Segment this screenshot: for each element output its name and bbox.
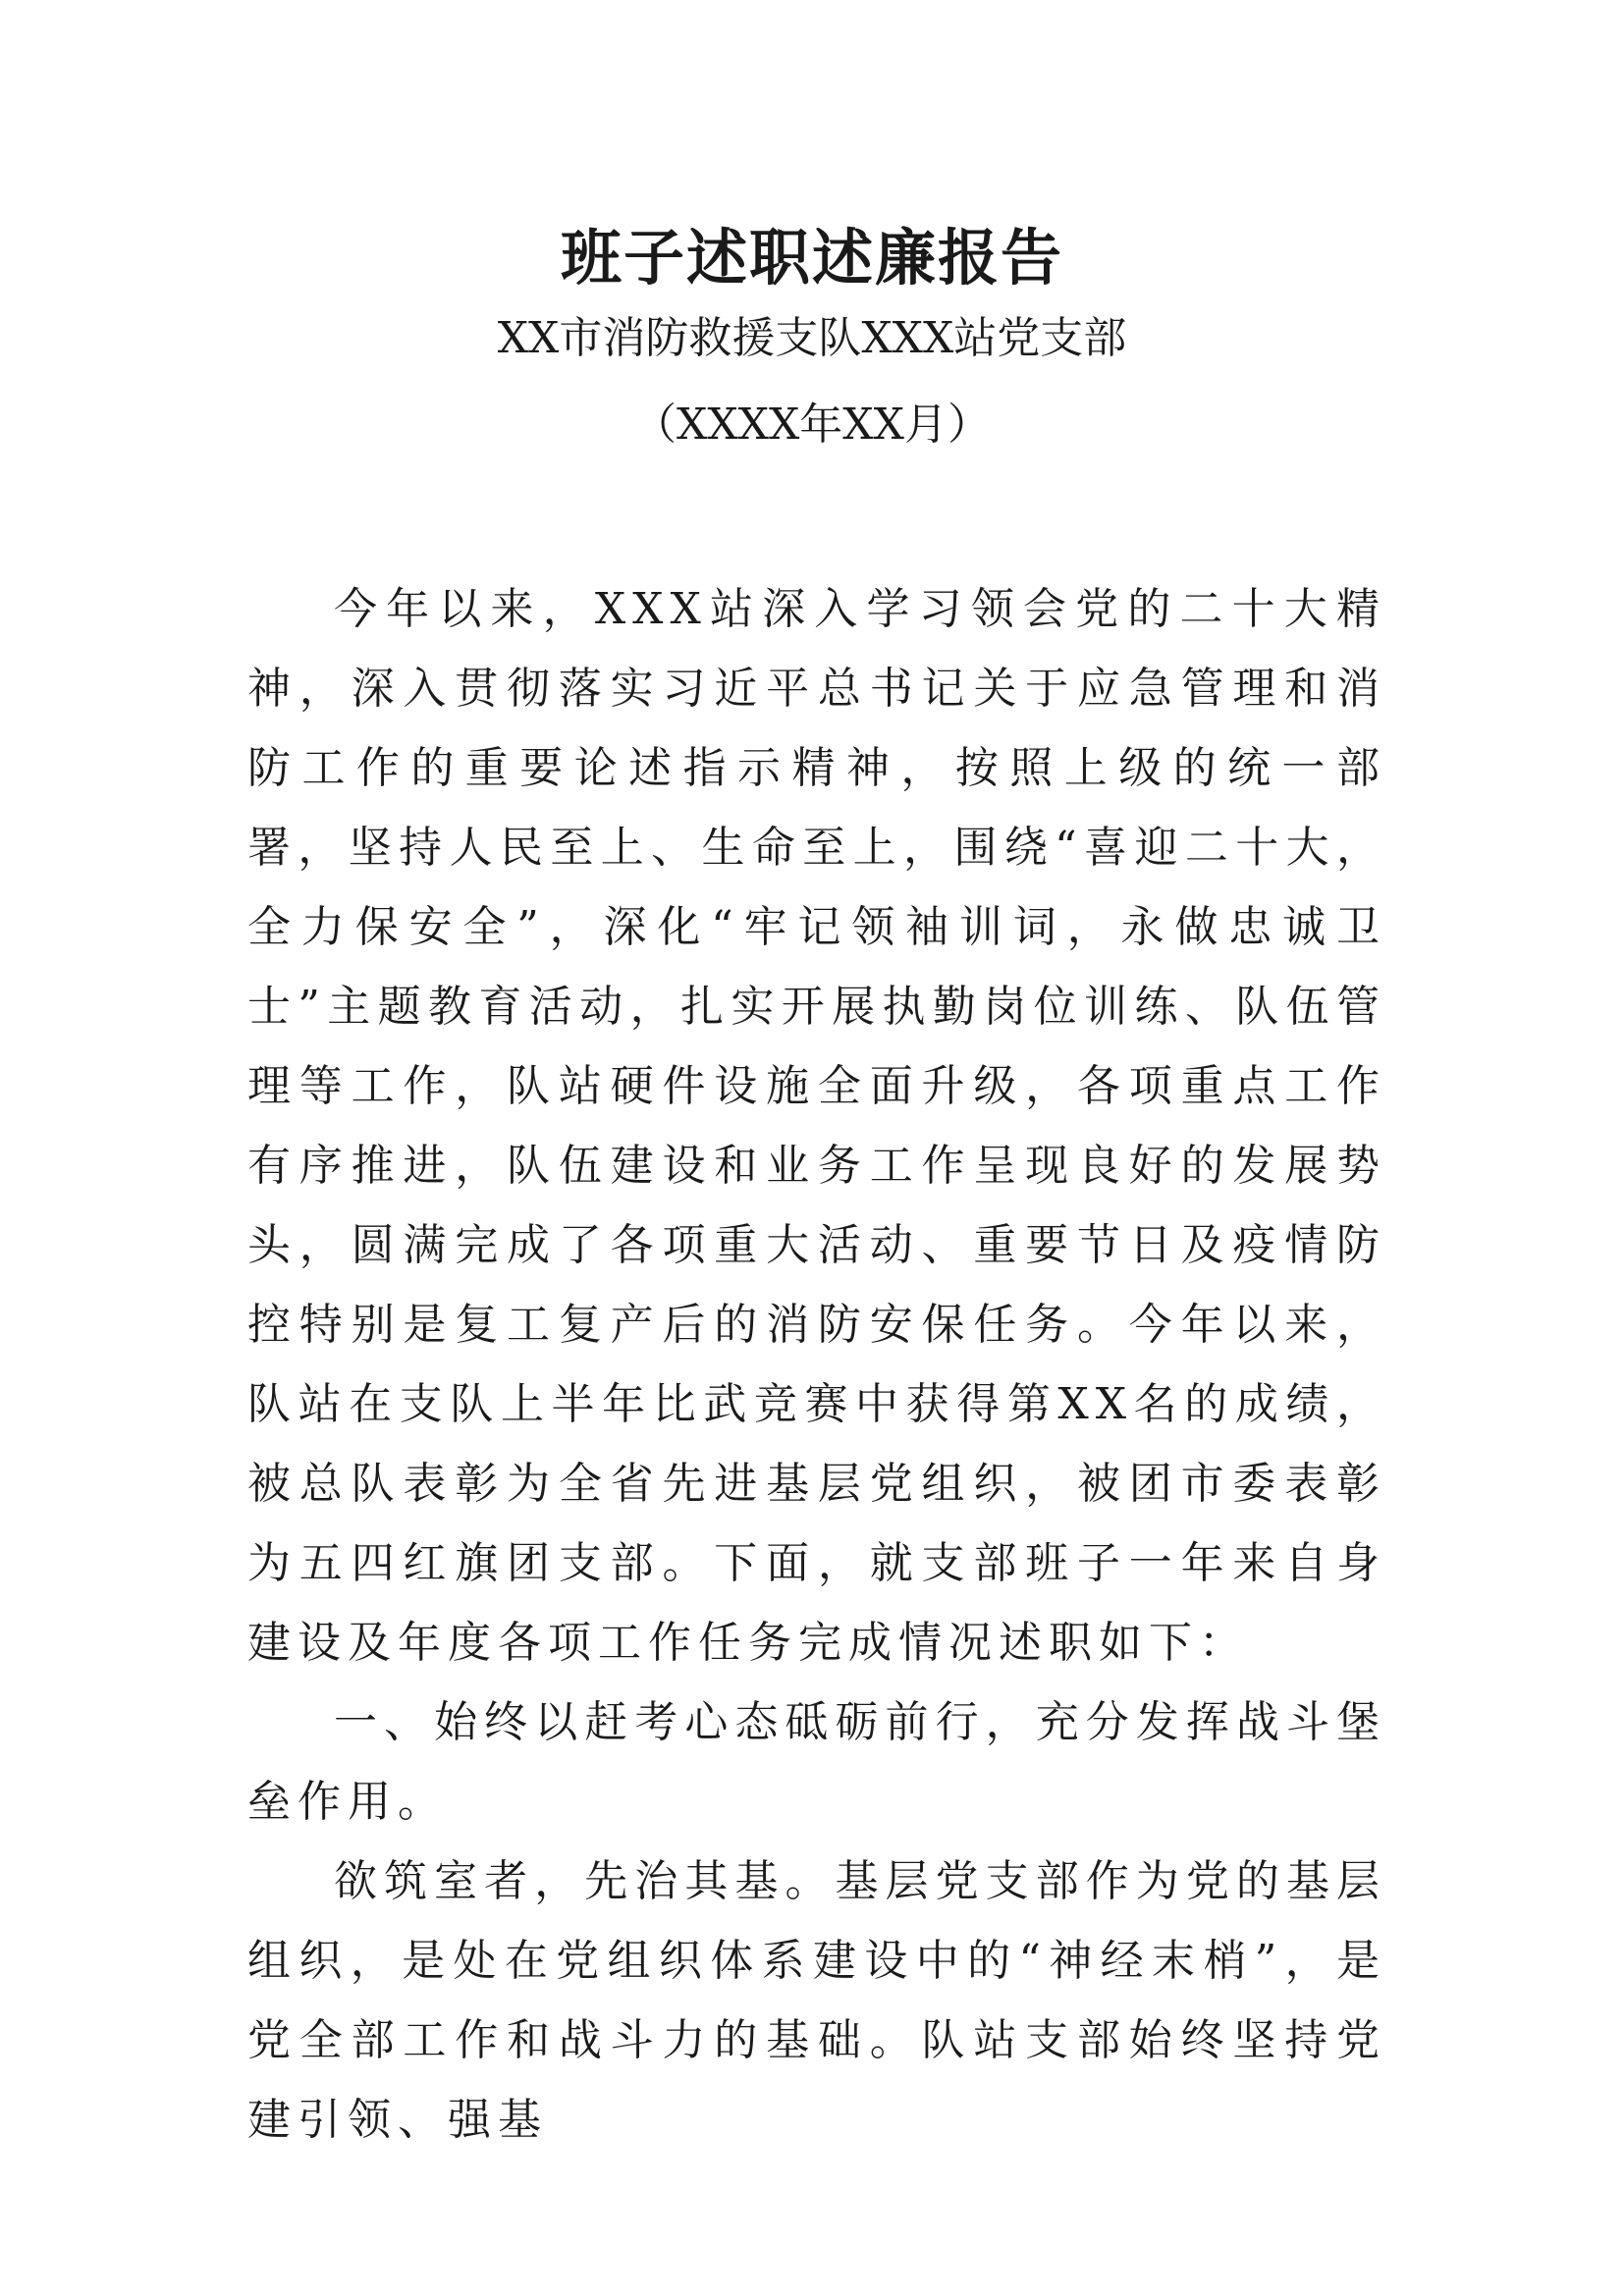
intro-paragraph: 今年以来，XXX站深入学习领会党的二十大精神，深入贯彻落实习近平总书记关于应急管理和消防工作的重要论述指示精神，按照上级的统一部署，坚持人民至上、生命至上，围绕“喜迎二十大，全力保安全”，深化“牢记领袖训词，永做忠诚卫士”主题教育活动，扎实开展执勤岗位训练、队伍管理等工作，队站硬件设施全面升级，各项重点工作有序推进，队伍建设和业务工作呈现良好的发展势头，圆满完成了各项重大活动、重要节日及疫情防控特别是复工复产后的消防安保任务。今年以来，队站在支队上半年比武竞赛中获得第XX名的成绩，被总队表彰为全省先进基层党组织，被团市委表彰为五四红旗团支部。下面，就支部班子一年来自身建设及年度各项工作任务完成情况述职如下：: [247, 584, 1386, 1668]
section-heading-1: 一、始终以赶考心态砥砺前行，充分发挥战斗堡垒作用。: [247, 1697, 1386, 1827]
section-1-paragraph: 欲筑室者，先治其基。基层党支部作为党的基层组织，是处在党组织体系建设中的“神经末梢”，是党全部工作和战斗力的基础。队站支部始终坚持党建引领、强基: [247, 1856, 1386, 2145]
organization-name: XX市消防救援支队XXX站党支部: [497, 313, 1127, 363]
document-title: 班子述职述廉报告: [560, 222, 1063, 294]
report-date: （XXXX年XX月）: [633, 400, 991, 450]
document-body: [247, 569, 1386, 2160]
